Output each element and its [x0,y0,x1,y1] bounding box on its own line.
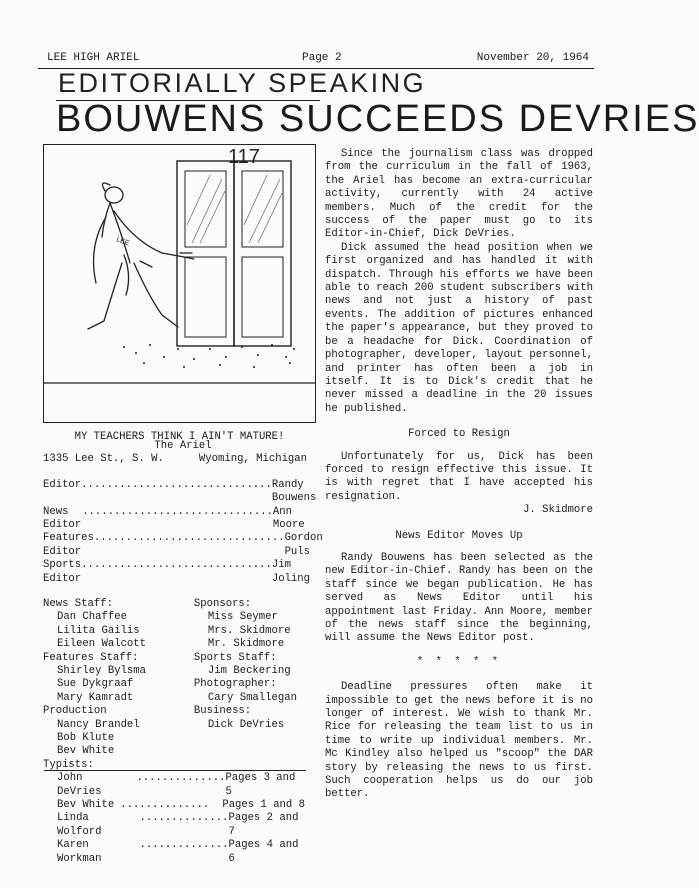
masthead [43,440,323,866]
staff-member: Nancy Brandel [57,718,140,731]
group-title: Sports Staff: [193,651,277,664]
masthead-city: Wyoming, Michigan [198,453,307,466]
column-end-rule [44,770,306,771]
typist-row: Karen Workman .............. Pages 4 and 6 [57,839,299,865]
staff-right-column [194,598,323,759]
separator-stars: * * * * * [416,655,502,668]
editor-row: Sports Editor .............................. Jim Joling [43,559,311,585]
article-paragraph: Deadline pressures often make it impossible to get the news before it is no longer of interest. We wish to thank Mr. Rice for releasing the team list to us in time to write up individual members. Mr. Mc Kindley also helped us "scoop" the DAR story by releasing the news to us first. Such cooperation helps us do our job better. [325,681,593,801]
staff-left-column [43,598,194,759]
section-kicker: EDITORIALLY SPEAKING [58,68,427,98]
staff-member: Eileen Walcott [57,638,147,651]
staff-member: Miss Seymer [207,611,278,624]
cartoon-box [43,144,316,423]
shirt-text: LEE [115,236,131,248]
staff-member: Bob Klute [57,731,115,744]
cartoon-caption: MY TEACHERS THINK I AIN'T MATURE! [74,431,285,443]
group-title: News Staff: [43,598,113,611]
typists-list [43,772,305,866]
typist-row: Linda Wolford .............. Pages 2 and 7 [57,812,299,838]
article-paragraph: Since the journalism class was dropped from the curriculum in the fall of 1963, the Ariel has become an extra-curricular activity, currently with 24 active members. Much of the credit for the success of the paper must go to its Editor-in-Chief, Dick DeVries. [325,148,593,241]
staff-columns [43,598,323,759]
group-title: Photographer: [193,678,277,691]
group-title: Business: [193,705,252,718]
staff-member: Shirley Bylsma [57,665,147,677]
staff-member: Mary Kamradt [57,691,134,704]
door-number: 117 [228,146,260,168]
subhead-news-editor: News Editor Moves Up [395,529,523,542]
editor-row: News Editor .............................. Ann Moore [43,505,305,532]
issue-date: November 20, 1964 [476,52,589,64]
article-paragraph: Unfortunately for us, Dick has been forced to resign effective this issue. It is with regret that I have accepted his resignation. [325,450,593,503]
staff-member: Lilita Gailis [57,624,140,637]
staff-member: Cary Smallegan [207,691,297,704]
group-title: Production [43,705,107,718]
staff-member: Mr. Skidmore [207,638,285,651]
staff-member: Bev White [57,745,115,758]
staff-member: Dick DeVries [207,718,285,731]
subhead-forced-to-resign: Forced to Resign [408,428,510,441]
article-paragraph: Randy Bouwens has been selected as the new Editor-in-Chief. Randy has been on the staff since we began publication. He has served as News Editor until his appointment last Friday. Ann Moore, member of the news staff since the beginning, will assume the News Editor post. [325,551,593,645]
staff-member: Mrs. Skidmore [207,624,291,637]
editors-list [43,478,323,586]
typists-title: Typists: [43,758,94,771]
paper-name: LEE HIGH ARIEL [47,52,140,64]
cartoon-illustration [44,145,315,422]
page-number: Page 2 [302,52,342,64]
staff-member: Jim Beckering [207,665,291,677]
group-title: Sponsors: [193,598,252,611]
headline: BOUWENS SUCCEEDS DEVRIES [56,98,699,140]
typist-row: John DeVries .............. Pages 3 and 5 [57,772,296,798]
editor-row: Features Editor .............................. Gordon Puls [43,532,323,558]
editorial-article [325,148,593,802]
masthead-address: 1335 Lee St., S. W. [43,453,164,466]
group-title: Features Staff: [43,651,139,664]
page-header [47,52,589,68]
article-paragraph: Dick assumed the head position when we first organized and has handled it with dispatch. Through his efforts we have been able to reach 200 student subscribers with news and not just a history of past events. The addition of pictures enhanced the paper's appearance, but they proved to be a headache for Dick. Coordination of photographer, developer, layout personnel, and printer has often been a job in itself. It is to Dick's credit that he never missed a deadline in the 20 issues he published. [325,241,593,415]
staff-member: Sue Dykgraaf [57,678,134,691]
staff-member: Dan Chaffee [57,611,127,624]
masthead-name: The Ariel [154,440,212,452]
editor-row: Editor .............................. Randy Bouwens [43,478,317,505]
signature: J. Skidmore [523,504,593,517]
typist-row: Bev White .............. Pages 1 and 8 [57,798,305,811]
